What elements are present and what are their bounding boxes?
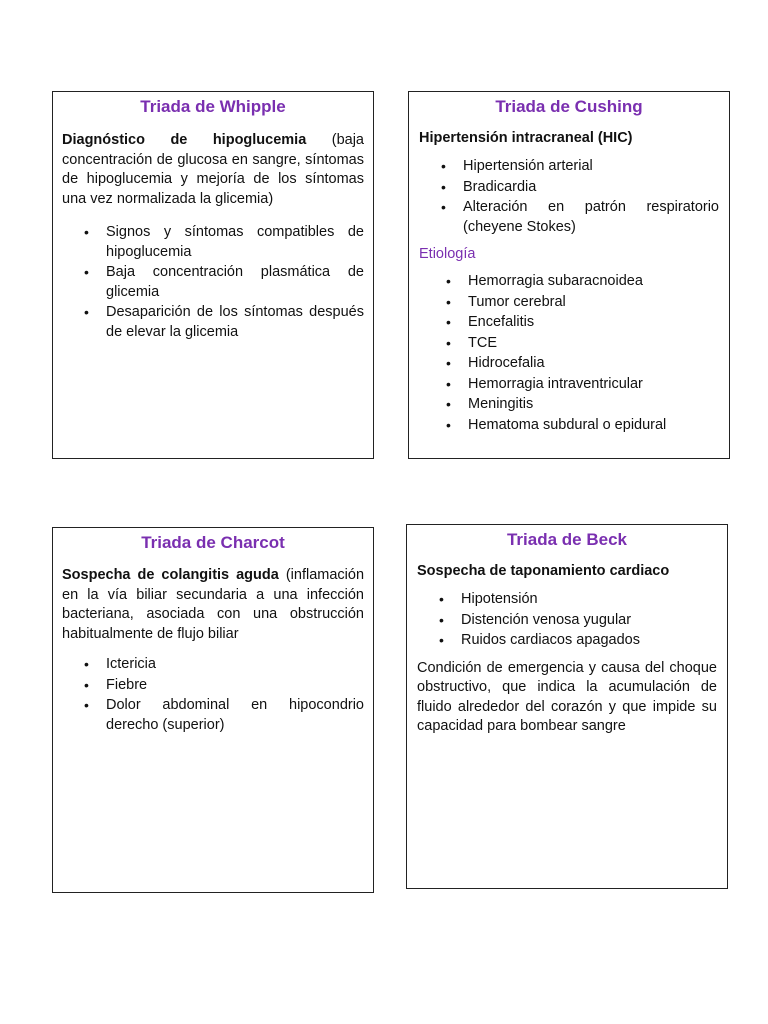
whipple-list: [62, 223, 364, 342]
card-beck: [406, 524, 728, 889]
card-title: Triada de Charcot: [141, 533, 285, 552]
card-intro: [62, 566, 364, 644]
list-item: • Dolor abdominal en hipocondrio derecho (superior): [106, 696, 364, 735]
card-charcot: [52, 527, 374, 893]
list-item: • Fiebre: [106, 676, 364, 696]
list-item: • Alteración en patrón respiratorio (cheyene Stokes): [463, 198, 719, 237]
card-title: Triada de Whipple: [140, 97, 286, 116]
intro-rest: (inflamación en la vía biliar secundaria a una infección bacteriana, asociada con una obstrucción habitualmente de flujo biliar: [62, 567, 365, 642]
list-item: • Signos y síntomas compatibles de hipoglucemia: [106, 223, 364, 262]
etiology-label: Etiología: [419, 246, 476, 262]
etiology-list: [419, 272, 719, 435]
card-cushing: [408, 91, 730, 459]
list-item: • Desaparición de los síntomas después de elevar la glicemia: [106, 303, 364, 342]
list-item: • Distención venosa yugular: [461, 611, 717, 631]
card-lead: Sospecha de taponamiento cardiaco: [417, 563, 670, 579]
list-item: • Meningitis: [468, 395, 719, 415]
list-item: • Hipertensión arterial: [463, 157, 719, 177]
list-item: • Tumor cerebral: [468, 293, 719, 313]
list-item: • TCE: [468, 334, 719, 354]
intro-rest: (baja concentración de glucosa en sangre, síntomas de hipoglucemia y mejoría de los síntomas una vez normalizada la glicemia): [62, 132, 364, 207]
beck-list: [417, 590, 717, 651]
card-title: Triada de Beck: [506, 530, 627, 549]
card-whipple: [52, 91, 374, 459]
charcot-list: [62, 655, 364, 735]
list-item: • Bradicardia: [463, 178, 719, 198]
card-lead: Hipertensión intracraneal (HIC): [419, 130, 633, 146]
card-intro: [62, 131, 364, 209]
list-item: • Hemorragia intraventricular: [468, 375, 719, 395]
list-item: • Baja concentración plasmática de glicemia: [106, 263, 364, 302]
list-item: • Hemorragia subaracnoidea: [468, 272, 719, 292]
cushing-list: [419, 157, 719, 237]
list-item: • Hipotensión: [461, 590, 717, 610]
list-item: • Ictericia: [106, 655, 364, 675]
list-item: • Ruidos cardiacos apagados: [461, 631, 717, 651]
list-item: • Encefalitis: [468, 313, 719, 333]
list-item: • Hematoma subdural o epidural: [468, 416, 719, 436]
list-item: • Hidrocefalia: [468, 354, 719, 374]
intro-bold: Sospecha de colangitis aguda: [62, 567, 279, 583]
intro-bold: Diagnóstico de hipoglucemia: [62, 132, 307, 148]
card-title: Triada de Cushing: [495, 97, 643, 116]
beck-paragraph: Condición de emergencia y causa del choque obstructivo, que indica la acumulación de fluido alrededor del corazón y que impide su capacidad para bombear sangre: [417, 659, 717, 734]
